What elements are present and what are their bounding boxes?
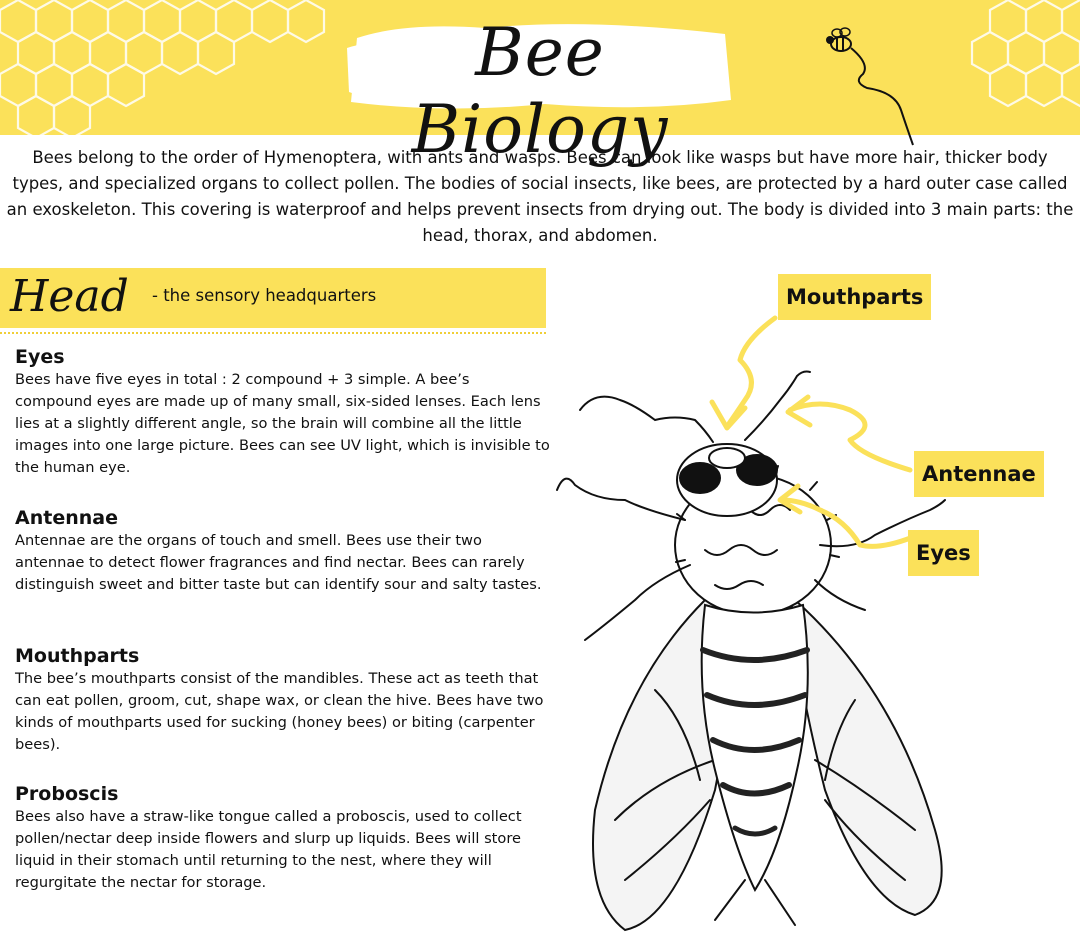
section-heading: Antennae — [15, 507, 118, 529]
section-proboscis — [15, 782, 550, 894]
intro-paragraph: Bees belong to the order of Hymenoptera, with ants and wasps. Bees can look like wasps but have more hair, thicker body types, and specialized organs to collect pollen. The bodies of social insects, like bees, are protected by a hard outer case called an exoskeleton. This covering is waterproof and helps prevent insects from drying out. The body is divided into 3 main parts: the head, thorax, and abdomen. — [6, 148, 1074, 245]
section-mouthparts — [15, 644, 550, 756]
flying-bee-icon — [815, 20, 925, 150]
section-heading: Proboscis — [15, 783, 119, 805]
head-heading: Head — [10, 271, 129, 322]
section-antennae — [15, 506, 550, 596]
title-block — [345, 8, 735, 168]
section-heading: Eyes — [15, 346, 65, 368]
section-text: Bees have five eyes in total : 2 compound + 3 simple. A bee’s compound eyes are made up of many small, six-sided lenses. Each lens lies at a slightly different angle, so the brain will combine all the little images into one large picture. Bees can see UV light, which is invisible to the human eye. — [15, 371, 550, 476]
honeycomb-icon — [0, 0, 330, 135]
page-title: Bee Biology — [411, 14, 669, 168]
bee-illustration — [535, 360, 1005, 940]
label-eyes: Eyes — [908, 530, 979, 576]
section-text: The bee’s mouthparts consist of the mandibles. These act as teeth that can eat pollen, groom, cut, shape wax, or clean the hive. Bees have two kinds of mouthparts used for sucking (honey bees) or biting (carpenter bees). — [15, 670, 544, 753]
label-mouthparts: Mouthparts — [778, 274, 931, 320]
head-subtitle: - the sensory headquarters — [152, 286, 377, 305]
dotted-divider — [0, 332, 546, 334]
honeycomb-icon — [960, 0, 1080, 135]
section-text: Bees also have a straw-like tongue called a proboscis, used to collect pollen/nectar deep inside flowers and slurp up liquids. Bees will store liquid in their stomach until returning to the nest, where they will regurgitate the nectar for storage. — [15, 808, 522, 891]
section-heading: Mouthparts — [15, 645, 140, 667]
label-antennae: Antennae — [914, 451, 1044, 497]
section-text: Antennae are the organs of touch and smell. Bees use their two antennae to detect flower fragrances and find nectar. Bees can rarely distinguish sweet and bitter taste but can identify sour and salty tastes. — [15, 532, 542, 593]
section-eyes — [15, 345, 550, 479]
